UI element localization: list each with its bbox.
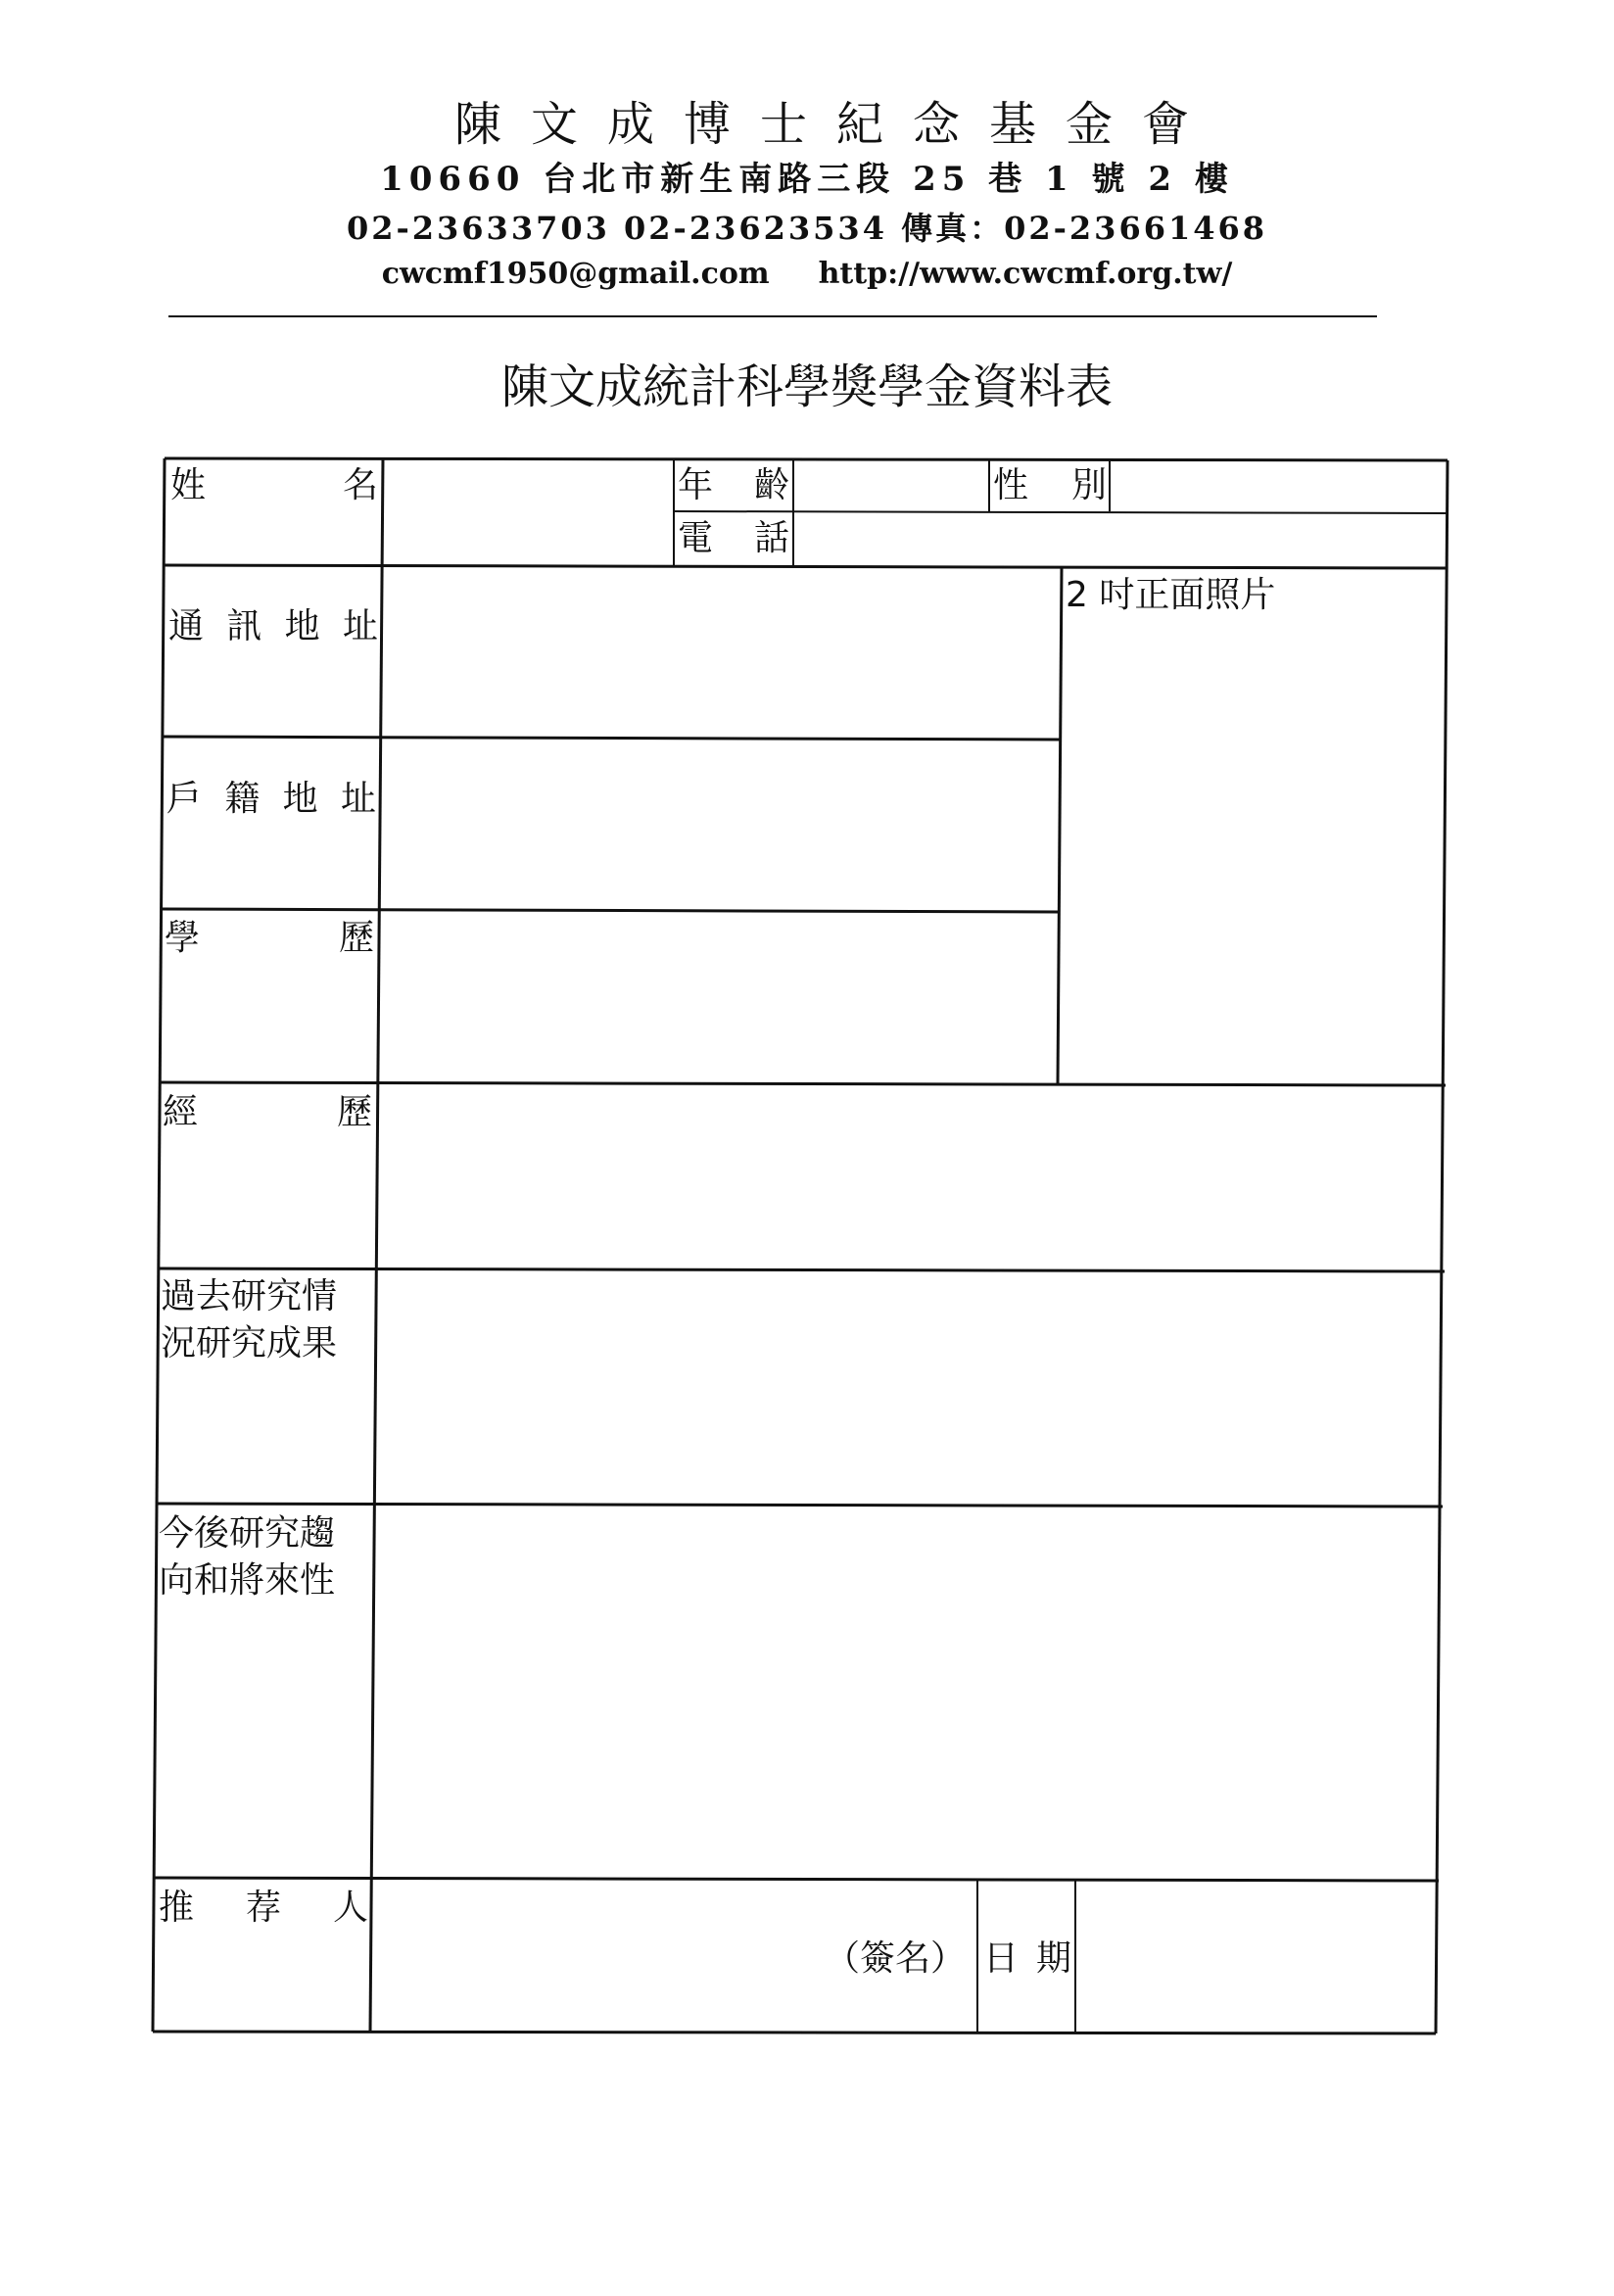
future-research-label-line2: 向和將來性 xyxy=(159,1560,336,1601)
past-research-label-line2: 況研究成果 xyxy=(161,1323,338,1363)
photo-box[interactable] xyxy=(1069,627,1438,1077)
mailing-address-field[interactable] xyxy=(390,572,1052,733)
photo-note: 2 吋正面照片 xyxy=(1066,575,1276,615)
past-research-label xyxy=(161,1273,337,1367)
past-research-field[interactable] xyxy=(382,1277,1436,1499)
signature-label: （簽名） xyxy=(825,1938,967,1979)
gender-label: 性 別 xyxy=(993,465,1107,505)
phone-label: 電 話 xyxy=(678,518,789,558)
name-field[interactable] xyxy=(390,466,666,560)
experience-field[interactable] xyxy=(384,1091,1438,1264)
date-field[interactable] xyxy=(1081,1885,1432,2028)
phone-field[interactable] xyxy=(801,517,1442,562)
age-label: 年 齡 xyxy=(678,465,789,505)
education-label: 學 歷 xyxy=(165,918,374,958)
past-research-label-line1: 過去研究情 xyxy=(161,1276,338,1316)
registered-address-field[interactable] xyxy=(388,744,1050,905)
future-research-label xyxy=(159,1510,335,1604)
recommender-label: 推 荐 人 xyxy=(159,1888,368,1928)
registered-address-label: 戶 籍 地 址 xyxy=(166,779,376,819)
future-research-label-line1: 今後研究趨 xyxy=(159,1513,336,1554)
mailing-address-label: 通 訊 地 址 xyxy=(168,606,378,646)
recommender-field[interactable] xyxy=(378,1885,809,1930)
name-label: 姓 名 xyxy=(170,465,378,505)
education-field[interactable] xyxy=(386,917,1048,1077)
age-field[interactable] xyxy=(801,462,983,507)
org-phones: 02-23633703 02-23623534 傳真：02-23661468 xyxy=(346,210,1268,247)
org-name: 陳文成博士紀念基金會 xyxy=(453,97,1218,152)
future-research-field[interactable] xyxy=(380,1512,1434,1873)
org-website[interactable]: http://www.cwcmf.org.tw/ xyxy=(818,257,1233,291)
form-title: 陳文成統計科學獎學金資料表 xyxy=(500,359,1113,414)
org-email[interactable]: cwcmf1950@gmail.com xyxy=(381,257,770,291)
experience-label: 經 歷 xyxy=(163,1092,372,1132)
date-label: 日 期 xyxy=(983,1938,1071,1979)
org-address: 10660 台北市新生南路三段 25 巷 1 號 2 樓 xyxy=(380,160,1234,199)
gender-field[interactable] xyxy=(1116,462,1442,507)
